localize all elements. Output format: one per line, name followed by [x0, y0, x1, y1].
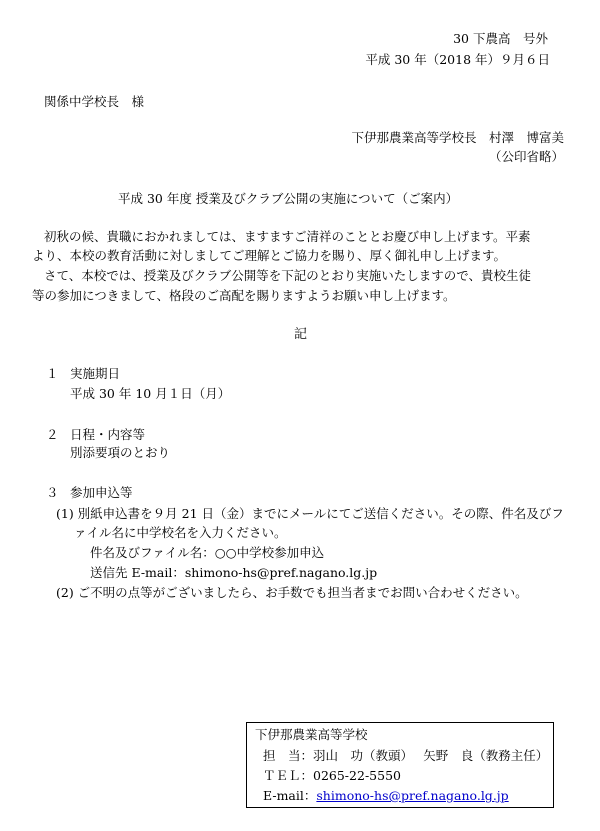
sender-name: 下伊那農業高等学校長 村澤 博富美	[351, 130, 564, 145]
item3-sub2: (2) ご不明の点等がございましたら、お手数でも担当者までお問い合わせください。	[56, 585, 528, 600]
item-number: ２	[46, 427, 59, 442]
contact-school: 下伊那農業高等学校	[255, 727, 368, 742]
body-line: 初秋の候、貴職におかれましては、ますますご清祥のこととお慶び申し上げます。平素	[44, 229, 531, 244]
item3-send-line: 送信先 E-mail：shimono-hs@pref.nagano.lg.jp	[90, 565, 378, 580]
contact-email-link[interactable]: shimono-hs@pref.nagano.lg.jp	[316, 788, 509, 803]
contact-tel: ＴＥＬ：0265-22-5550	[263, 768, 401, 783]
item-text: 別添要項のとおり	[70, 445, 171, 460]
document-title: 平成 30 年度 授業及びクラブ公開の実施について（ご案内）	[118, 191, 459, 206]
doc-date: 平成 30 年（2018 年）９月６日	[365, 52, 550, 67]
item-number: ３	[46, 485, 59, 500]
body-line: より、本校の教育活動に対しましてご理解とご協力を賜り、厚く御礼申し上げます。	[32, 248, 507, 263]
item3-subject-line: 件名及びファイル名：○○中学校参加申込	[90, 545, 325, 560]
contact-box	[246, 722, 554, 808]
ki-heading: 記	[294, 327, 308, 342]
addressee: 関係中学校長 様	[44, 94, 145, 109]
item3-sub1-line2: ァイル名に中学校名を入力ください。	[74, 525, 287, 540]
contact-email-label: E-mail：	[263, 788, 317, 803]
item-heading: 日程・内容等	[70, 427, 146, 442]
doc-number: 30 下農高 号外	[453, 31, 548, 46]
body-line: さて、本校では、授業及びクラブ公開等を下記のとおり実施いたしますので、貴校生徒	[44, 268, 532, 283]
contact-staff: 担 当：羽山 功（教頭） 矢野 良（教務主任）	[263, 748, 549, 763]
item-number: １	[46, 366, 59, 381]
item-heading: 実施期日	[70, 366, 121, 381]
seal-note: （公印省略）	[488, 149, 564, 164]
item-heading: 参加申込等	[70, 485, 133, 500]
item3-sub1-line1: (1) 別紙申込書を９月 21 日（金）までにメールにてご送信ください。その際、件名及びフ	[56, 506, 564, 521]
contact-email-row	[263, 790, 509, 803]
body-line: 等の参加につきまして、格段のご高配を賜りますようお願い申し上げます。	[32, 288, 456, 303]
item-text: 平成 30 年 10 月１日（月）	[70, 386, 231, 401]
